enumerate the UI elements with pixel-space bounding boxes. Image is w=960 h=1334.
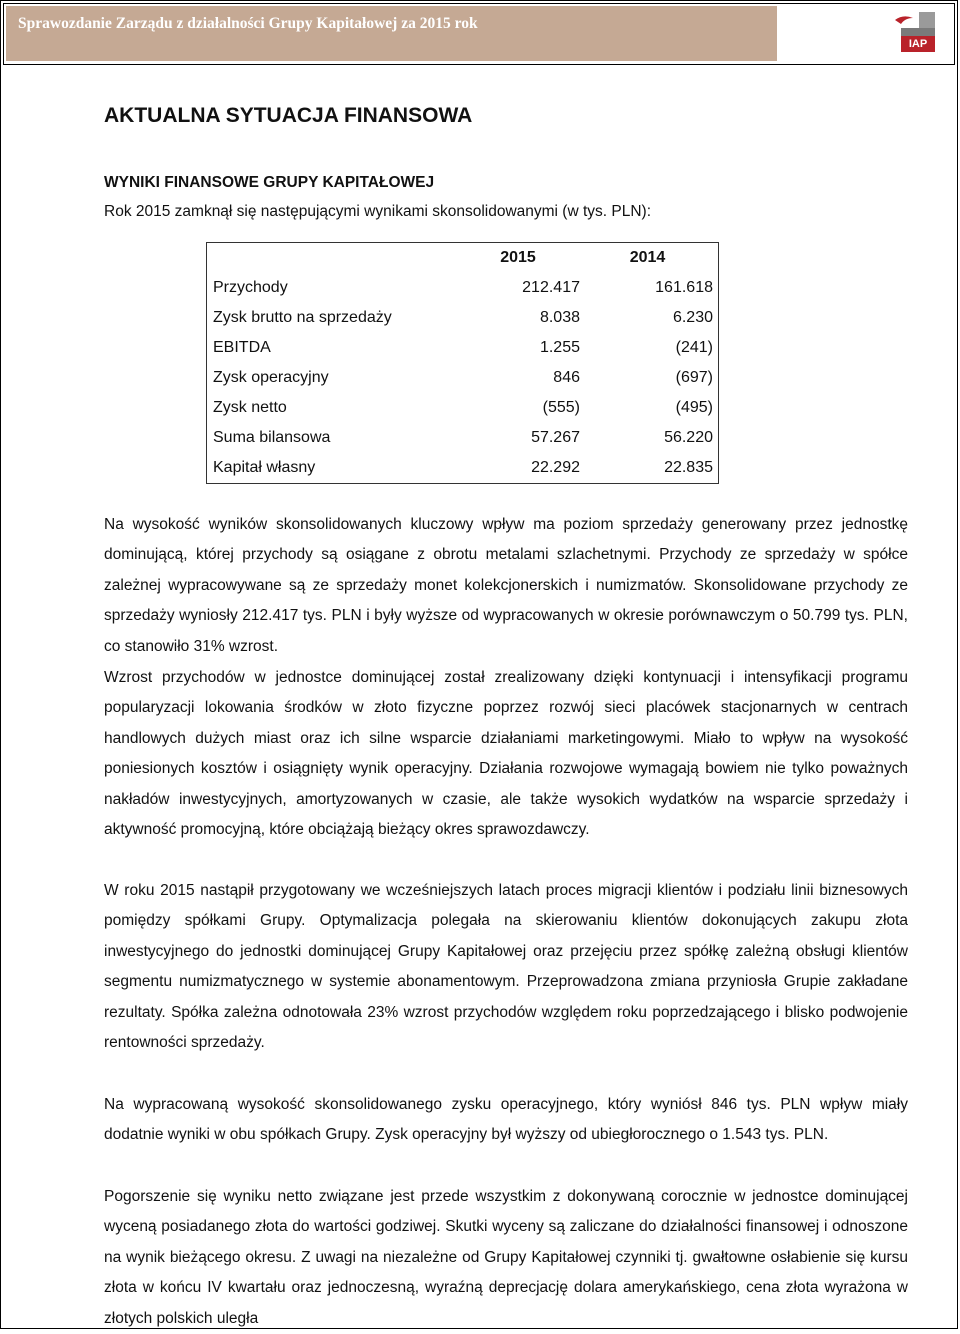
page-title: AKTUALNA SYTUACJA FINANSOWA [104,104,473,127]
table-row [207,333,719,363]
table-row [207,273,719,303]
paragraph-net-result: Pogorszenie się wyniku netto związane jest przede wszystkim z dokonywaną corocznie w jednostce dominującej wyceną posiadanego złota do wartości godziwej. Skutki wyceny są zaliczane do działalności finansowej i odnoszone na wynik bieżącego okresu. Z uwagi na niezależne od Grupy Kapitałowej czynniki tj. gwałtowne osłabienie się kursu złota w końcu IV kwartału oraz jednoczesną, wyraźną deprecjację dolara amerykańskiego, cena złota wyrażona w złotych polskich uległa [104,1188,908,1327]
column-header-2014: 2014 [629,249,666,266]
row-label: Suma bilansowa [213,429,331,446]
value-2015: 1.255 [539,339,580,356]
value-2014: 22.835 [664,459,713,476]
company-logo [893,12,941,56]
value-2015: (555) [542,399,580,416]
row-label: Zysk netto [213,399,287,416]
financial-results-table [206,242,719,484]
paragraph-revenue-growth: Wzrost przychodów w jednostce dominującej został zrealizowany dzięki kontynuacji i intensyfikacji programu popularyzacji lokowania środków w złoto fizyczne poprzez rozwój sieci placówek stacjonarnych w centrach handlowych dużych miast oraz ich silne wsparcie działaniami marketingowymi. Miało to wpływ na wysokość poniesionych kosztów i osiągnięty wynik operacyjny. Działania rozwojowe wymagają bowiem nie tylko poważnych nakładów inwestycyjnych, amortyzowanych w czasie, ale także wysokich wydatków na wsparcie sprzedaży i aktywność promocyjną, które obciążają bieżący okres sprawozdawczy. [104,669,908,839]
row-label: Zysk operacyjny [213,369,329,386]
table-row [207,363,719,393]
column-header-2015: 2015 [500,249,536,266]
value-2015: 846 [553,369,580,386]
logo-text: IAP [901,36,935,52]
paragraph-client-migration: W roku 2015 nastąpił przygotowany we wcześniejszych latach proces migracji klientów i podziału linii biznesowych pomiędzy spółkami Grupy. Optymalizacja polegała na skierowaniu klientów dokonujących zakupu złota inwestycyjnego do jednostki dominującej Grupy Kapitałowej oraz przejęciu przez spółkę zależną obsługi klientów segmentu numizmatycznego w systemie abonamentowym. Przeprowadzona zmiana przyniosła Grupie zakładane rezultaty. Spółka zależna odnotowała 23% wzrost przychodów względem roku poprzedzającego i blisko podwojenie rentowności sprzedaży. [104,882,908,1052]
section-heading: WYNIKI FINANSOWE GRUPY KAPITAŁOWEJ [104,174,435,191]
value-2014: (495) [675,399,713,416]
value-2014: 161.618 [655,279,713,296]
paragraph-operating-profit: Na wypracowaną wysokość skonsolidowanego zysku operacyjnego, który wyniósł 846 tys. PLN wpływ miały dodatnie wyniki w obu spółkach Grupy. Zysk operacyjny był wyższy od ubiegłorocznego o 1.543 tys. PLN. [104,1096,908,1144]
header-title: Sprawozdanie Zarządu z działalności Grupy Kapitałowej za 2015 rok [18,15,478,32]
row-label: Przychody [213,279,288,296]
value-2015: 8.038 [539,309,580,326]
value-2014: (241) [675,339,713,356]
paragraph-sales-impact: Na wysokość wyników skonsolidowanych kluczowy wpływ ma poziom sprzedaży generowany przez jednostkę dominującą, której przychody są osiągane z obrotu metalami szlachetnymi. Przychody ze sprzedaży w spółce zależnej wypracowywane są ze sprzedaży monet kolekcjonerskich i numizmatów. Skonsolidowane przychody ze sprzedaży wyniosły 212.417 tys. PLN i były wyższe od wypracowanych w okresie porównawczym o 50.799 tys. PLN, co stanowiło 31% wzrost. [104,516,908,655]
header-bar [6,6,777,61]
table-header-row [207,243,719,274]
intro-text: Rok 2015 zamknął się następującymi wynikami skonsolidowanymi (w tys. PLN): [104,203,652,220]
column-header-label [207,243,457,274]
table-row [207,303,719,333]
value-2015: 212.417 [522,279,580,296]
row-label: Zysk brutto na sprzedaży [213,309,392,326]
row-label: EBITDA [213,339,271,356]
value-2014: (697) [675,369,713,386]
value-2015: 57.267 [531,429,580,446]
value-2014: 6.230 [672,309,713,326]
table-row [207,453,719,484]
table-row [207,393,719,423]
table-row [207,423,719,453]
value-2014: 56.220 [664,429,713,446]
value-2015: 22.292 [531,459,580,476]
row-label: Kapitał własny [213,459,316,476]
